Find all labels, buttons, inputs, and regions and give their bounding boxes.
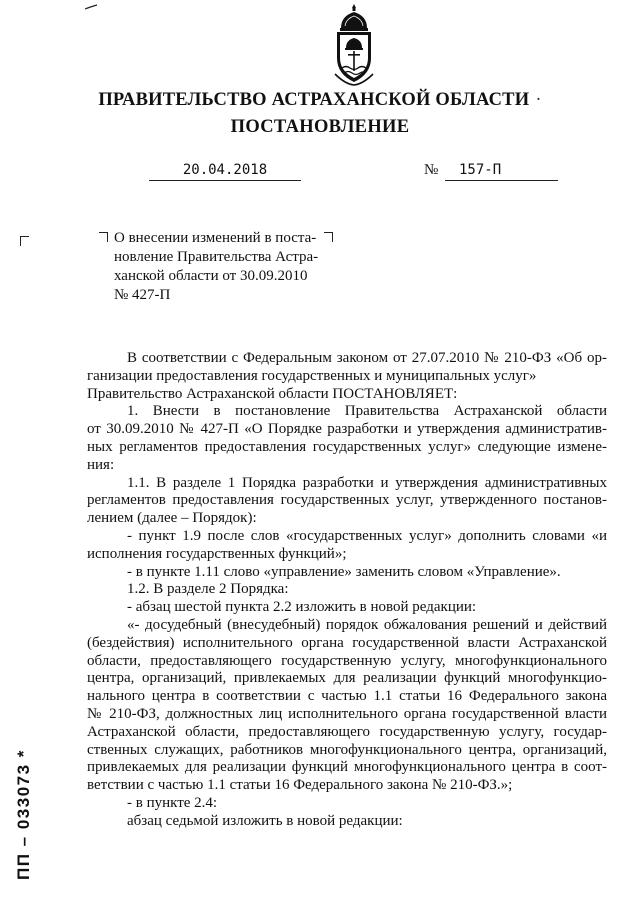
subject-line: новление Правительства Астра- (114, 249, 319, 265)
body-line: ганизации предоставления государственных и муниципальных услуг» (87, 367, 537, 384)
document-number: 157-П (445, 160, 558, 181)
subject-line: О внесении изменений в поста- (114, 230, 317, 246)
body-line: регламентов предоставления государственных услуг, утвержденного постанов- (87, 492, 607, 509)
margin-corner-mark (20, 236, 29, 246)
body-line: В соответствии с Федеральным законом от 27.07.2010 № 210-ФЗ «Об ор- (127, 350, 607, 366)
body-line: - в пункте 2.4: (127, 794, 218, 811)
body-line: - в пункте 1.11 слово «управление» заменить словом «Управление». (127, 563, 561, 580)
document-subject (114, 229, 336, 305)
government-name-text: ПРАВИТЕЛЬСТВО АСТРАХАНСКОЙ ОБЛАСТИ (98, 90, 530, 110)
scan-mark (84, 4, 98, 10)
document-date: 20.04.2018 (149, 160, 301, 181)
body-line: № 210-ФЗ, должностных лиц исполнительного органа государственной власти (87, 705, 607, 722)
document-body (87, 350, 607, 831)
body-line: ния: (87, 456, 115, 473)
trailing-mark: · (535, 90, 542, 110)
number-sign: № (424, 162, 439, 178)
subject-line: ханской области от 30.09.2010 (114, 268, 308, 284)
government-name (0, 90, 640, 111)
body-line: 1.2. В разделе 2 Порядка: (127, 581, 289, 598)
body-line: (бездействия) исполнительного органа государственной власти Астраханской (87, 634, 607, 651)
body-line: Астраханской области, предоставляющего государственную услугу, государ- (87, 723, 607, 740)
document-type: ПОСТАНОВЛЕНИЕ (230, 117, 410, 137)
body-line: исполнения государственных функций»; (87, 545, 347, 562)
margin-serial-stamp: ПП – 033073 * (14, 749, 33, 880)
body-line: центра, организаций, привлекаемых для реализации функций многофункцио- (87, 670, 607, 687)
body-line: лением (далее – Порядок): (87, 510, 257, 527)
body-line: - пункт 1.9 после слов «государственных услуг» дополнить словами «и (127, 527, 607, 544)
coat-of-arms-emblem (325, 2, 383, 86)
body-line: нального центра в соответствии с частью 1.1 статьи 16 Федерального закона (87, 688, 607, 705)
body-line: области, предоставляющего государственную услугу, многофункционального (87, 652, 607, 669)
body-line: ветствии с частью 1.1 статьи 16 Федерального закона № 210-ФЗ.»; (87, 777, 513, 794)
body-line: абзац седьмой изложить в новой редакции: (127, 812, 403, 829)
body-line: привлекаемых для реализации функций многофункционального центра в соот- (87, 759, 607, 776)
body-line: «- досудебный (внесудебный) порядок обжалования решений и действий (127, 616, 607, 633)
subject-corner-left (99, 232, 108, 242)
body-line: - абзац шестой пункта 2.2 изложить в новой редакции: (127, 599, 477, 616)
body-line: ственных служащих, работников многофункционального центра, организаций, (87, 741, 607, 758)
subject-line: № 427-П (114, 287, 171, 303)
body-line: ных регламентов предоставления государственных услуг» следующие измене- (87, 438, 607, 455)
body-line: 1.1. В разделе 1 Порядка разработки и утверждения административных (127, 474, 607, 491)
body-line: Правительство Астраханской области ПОСТАНОВЛЯЕТ: (87, 385, 458, 402)
body-line: 1. Внести в постановление Правительства Астраханской области (127, 403, 607, 420)
body-line: от 30.09.2010 № 427-П «О Порядке разработки и утверждения административ- (87, 421, 607, 438)
